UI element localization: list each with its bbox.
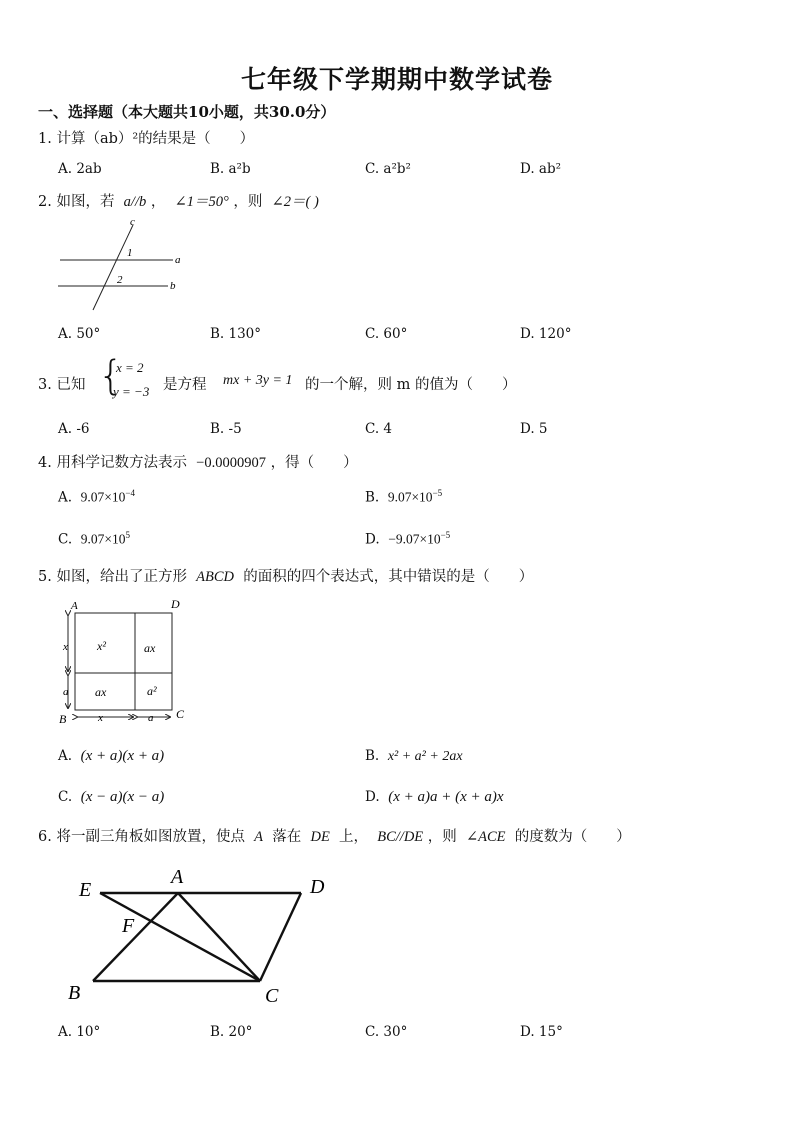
question-2-condition-parallel: a//b	[123, 194, 147, 210]
side-label-bottom-a: a	[148, 712, 154, 724]
cell-label-top-left: x²	[97, 639, 106, 653]
point-label-f: F	[122, 915, 135, 937]
label-angle-2: 2	[117, 274, 123, 286]
question-3-given-equation: mx + 3y = 1	[223, 373, 293, 388]
cell-label-bottom-right: a²	[147, 684, 157, 698]
vertex-label-c: C	[265, 985, 279, 1007]
question-1-option-d: D. ab²	[520, 161, 562, 177]
question-6-prefix: 6. 将一副三角板如图放置，使点	[38, 829, 245, 845]
question-5-option-b: B. x² + a² + 2ax	[365, 748, 463, 764]
section-header: 一、选择题（本大题共10小题，共30.0分）	[38, 103, 336, 121]
question-6-segment: DE	[310, 829, 330, 845]
side-label-bottom-x: x	[98, 712, 103, 724]
question-3-option-b: B. -5	[210, 421, 242, 437]
question-6-point: A	[254, 829, 264, 845]
question-4-stem	[38, 451, 358, 472]
question-3-option-a: A. -6	[58, 421, 90, 437]
question-4-option-c: C. $9.07\times 10^5$	[58, 530, 130, 548]
question-3-option-d: D. 5	[520, 421, 548, 437]
question-6-angle: ∠ACE	[466, 829, 506, 845]
system-brace-icon: {	[98, 353, 124, 399]
question-5-prefix: 5. 如图，给出了正方形	[38, 569, 187, 585]
question-6-mid2: 上，	[339, 829, 369, 845]
question-5-figure	[55, 595, 195, 730]
question-6-option-c: C. 30°	[365, 1024, 408, 1040]
segment-ec	[100, 893, 260, 981]
question-3-middle: 是方程	[163, 377, 207, 393]
question-2-middle: ，则	[233, 194, 263, 210]
question-2-prefix: 2. 如图，若	[38, 194, 115, 210]
label-c: c	[130, 216, 135, 228]
label-a: a	[175, 254, 181, 266]
question-4-option-a: A. $9.07\times 10^{-4}$	[58, 488, 135, 506]
segment-dc	[260, 893, 301, 981]
question-5-suffix: 的面积的四个表达式，其中错误的是（ ）	[243, 569, 534, 585]
question-6-parallel: BC//DE	[377, 829, 424, 845]
question-6-figure	[60, 862, 340, 1012]
line-c	[93, 225, 133, 310]
question-4-suffix: ，得（ ）	[270, 455, 358, 471]
label-b: b	[170, 280, 176, 292]
vertex-label-a: A	[171, 866, 184, 888]
vertex-label-b: B	[68, 982, 81, 1004]
question-3-prefix: 3. 已知	[38, 377, 86, 393]
label-angle-1: 1	[127, 247, 133, 259]
question-3-equation-2: y = −3	[113, 384, 150, 399]
cell-label-bottom-left: ax	[95, 685, 107, 699]
question-2-option-c: C. 60°	[365, 326, 408, 342]
segment-ac	[178, 893, 260, 981]
question-4-option-d: D. $-9.07\times 10^{-5}$	[365, 530, 451, 548]
question-2-option-b: B. 130°	[210, 326, 262, 342]
question-1-option-a: A. 2ab	[58, 161, 102, 177]
question-3-suffix: 的一个解，则 m 的值为（ ）	[305, 377, 517, 393]
question-2-option-a: A. 50°	[58, 326, 101, 342]
segment-ab	[93, 893, 178, 981]
vertex-label-c: C	[176, 707, 185, 721]
question-6-mid1: 落在	[272, 829, 302, 845]
question-6-mid3: ，则	[427, 829, 457, 845]
question-2-stem: 2. 如图，若 a//b ， ∠1＝50° ，则 ∠2＝( )	[38, 194, 319, 210]
vertex-label-d: D	[171, 597, 180, 611]
question-2-figure	[55, 215, 190, 315]
side-label-left-a: a	[63, 686, 69, 698]
question-4-option-b: B. $9.07\times 10^{-5}$	[365, 488, 443, 506]
vertex-label-e: E	[79, 879, 92, 901]
question-6-stem	[38, 825, 631, 846]
question-2-ask: ∠2＝( )	[271, 194, 319, 210]
question-1-stem: 1. 计算（ab）²的结果是（ ）	[38, 131, 255, 147]
cell-label-top-right: ax	[144, 641, 156, 655]
question-3-option-c: C. 4	[365, 421, 393, 437]
vertex-label-a: A	[71, 600, 78, 612]
square-abcd	[75, 613, 172, 710]
question-3-equation-1: x = 2	[116, 360, 144, 375]
question-1-option-b: B. a²b	[210, 161, 251, 177]
question-2-option-d: D. 120°	[520, 326, 572, 342]
question-4-number: −0.0000907	[196, 455, 266, 471]
question-1-option-c: C. a²b²	[365, 161, 411, 177]
question-5-option-c: C. (x − a)(x − a)	[58, 789, 165, 805]
question-2-condition-angle: ∠1＝50°	[174, 194, 229, 210]
vertex-label-d: D	[310, 876, 325, 898]
question-5-option-a: A. (x + a)(x + a)	[58, 748, 165, 764]
question-5-stem	[38, 565, 533, 586]
question-6-suffix: 的度数为（ ）	[514, 829, 631, 845]
question-4-prefix: 4. 用科学记数方法表示	[38, 455, 187, 471]
question-6-option-a: A. 10°	[58, 1024, 101, 1040]
side-label-left-x: x	[63, 641, 68, 653]
vertex-label-b: B	[59, 712, 67, 726]
page-title: 七年级下学期期中数学试卷	[240, 65, 553, 94]
question-6-option-d: D. 15°	[520, 1024, 563, 1040]
question-5-option-d: D. (x + a)a + (x + a)x	[365, 789, 504, 805]
question-5-square-name: ABCD	[196, 569, 235, 585]
question-6-option-b: B. 20°	[210, 1024, 253, 1040]
